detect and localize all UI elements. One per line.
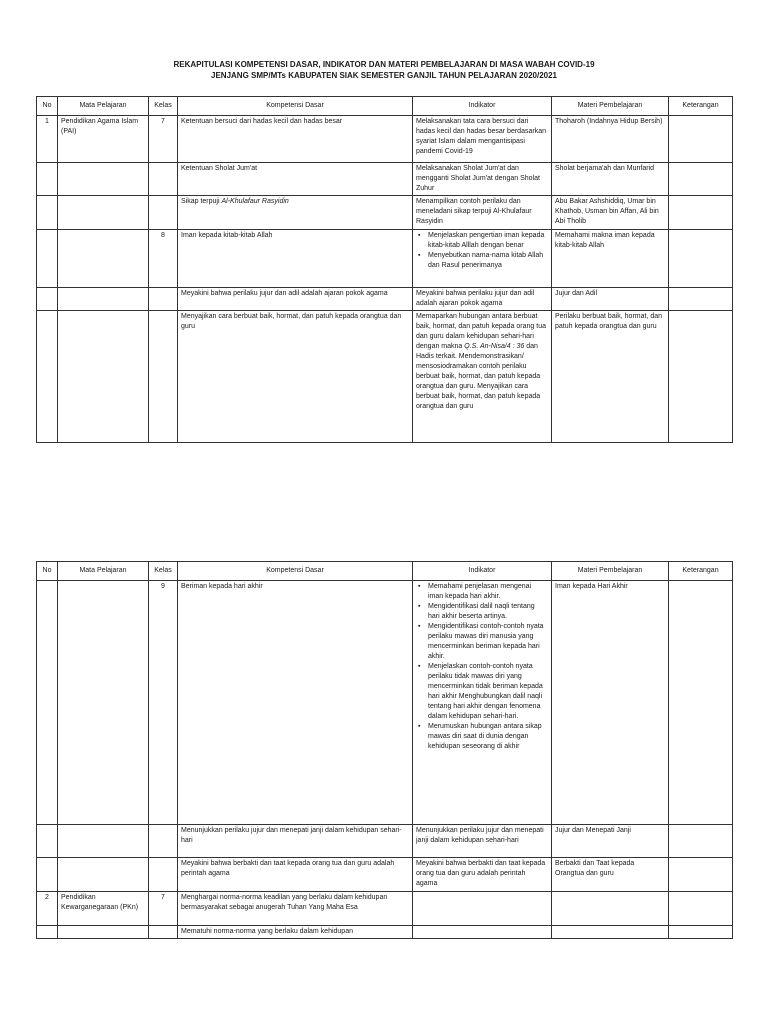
table-header-row [37, 97, 733, 116]
col-header-grade: Kelas [149, 562, 178, 581]
cell-indicator: Meyakini bahwa perilaku jujur dan adil adalah ajaran pokok agama [413, 288, 552, 311]
table-row [37, 825, 733, 858]
cell-subject: Pendidikan Agama Islam (PAI) [58, 116, 149, 163]
cell-grade: 7 [149, 116, 178, 163]
col-header-basic-competency: Kompetensi Dasar [178, 562, 413, 581]
competency-table-page-1 [36, 96, 733, 443]
col-header-indicator: Indikator [413, 97, 552, 116]
table-row [37, 926, 733, 939]
cell-grade [149, 163, 178, 196]
col-header-subject: Mata Pelajaran [58, 562, 149, 581]
cell-material: Sholat berjama'ah dan Munfarid [552, 163, 669, 196]
cell-material [552, 926, 669, 939]
cell-no [37, 926, 58, 939]
col-header-no: No [37, 97, 58, 116]
cell-indicator [413, 581, 552, 825]
kd-italic-text: Al-Khulafaur Rasyidin [221, 198, 289, 205]
cell-remarks [669, 858, 733, 892]
cell-material: Jujur dan Adil [552, 288, 669, 311]
document-title: REKAPITULASI KOMPETENSI DASAR, INDIKATOR DAN MATERI PEMBELAJARAN DI MASA WABAH COVID-19 [173, 60, 595, 69]
table-header-row [37, 562, 733, 581]
cell-remarks [669, 288, 733, 311]
cell-indicator: Meyakini bahwa berbakti dan taat kepada orang tua dan guru adalah perintah agama [413, 858, 552, 892]
cell-subject [58, 311, 149, 443]
cell-indicator: Melaksanakan tata cara bersuci dari hadas kecil dan hadas besar berdasarkan syariat Islam dalam mengantisipasi pandemi Covid-19 [413, 116, 552, 163]
list-item: ▪ Menjelaskan contoh-contoh nyata perilaku tidak mawas diri yang mencerminkan tidak beriman kepada hari akhir Menghubungkan dalil naqli tentang hari akhir dengan fenomena dalam kehidupan sehari-hari. [428, 662, 548, 722]
col-header-remarks: Keterangan [669, 562, 733, 581]
col-header-grade: Kelas [149, 97, 178, 116]
cell-remarks [669, 311, 733, 443]
cell-material [552, 892, 669, 926]
cell-remarks [669, 196, 733, 230]
cell-material: Jujur dan Menepati Janji [552, 825, 669, 858]
cell-indicator: Menampilkan contoh perilaku dan meneladani sikap terpuji Al-Khulafaur Rasyidin [413, 196, 552, 230]
indicator-italic-text: Q.S. An-Nisa/4 : 36 [464, 343, 525, 350]
document-subtitle: JENJANG SMP/MTs KABUPATEN SIAK SEMESTER GANJIL TAHUN PELAJARAN 2020/2021 [211, 71, 557, 80]
cell-basic-competency: Mematuhi norma-norma yang berlaku dalam kehidupan [178, 926, 413, 939]
cell-subject [58, 230, 149, 288]
col-header-remarks: Keterangan [669, 97, 733, 116]
cell-subject [58, 581, 149, 825]
cell-no: 2 [37, 892, 58, 926]
cell-grade [149, 926, 178, 939]
list-item: ▪ Merumuskan hubungan antara sikap mawas diri saat di dunia dengan kehidupan seseorang di akhir [428, 722, 548, 752]
cell-material: Perilaku berbuat baik, hormat, dan patuh kepada orangtua dan guru [552, 311, 669, 443]
cell-basic-competency: Beriman kepada hari akhir [178, 581, 413, 825]
cell-indicator [413, 926, 552, 939]
cell-basic-competency: Ketentuan bersuci dari hadas kecil dan hadas besar [178, 116, 413, 163]
indicator-text: Memaparkan hubungan antara berbuat baik, hormat, dan patuh kepada orang tua dan guru dalam kehidupan sehari-hari dengan makna [416, 313, 546, 350]
cell-grade [149, 311, 178, 443]
cell-no [37, 230, 58, 288]
cell-basic-competency: Menyajikan cara berbuat baik, hormat, dan patuh kepada orangtua dan guru [178, 311, 413, 443]
cell-grade: 7 [149, 892, 178, 926]
cell-grade [149, 196, 178, 230]
table-row [37, 858, 733, 892]
cell-remarks [669, 892, 733, 926]
cell-grade [149, 825, 178, 858]
cell-subject: Pendidikan Kewarganegaraan (PKn) [58, 892, 149, 926]
cell-basic-competency: Menunjukkan perilaku jujur dan menepati janji dalam kehidupan sehari-hari [178, 825, 413, 858]
cell-subject [58, 196, 149, 230]
table-row [37, 288, 733, 311]
cell-basic-competency: Ketentuan Sholat Jum'at [178, 163, 413, 196]
cell-no [37, 288, 58, 311]
col-header-subject: Mata Pelajaran [58, 97, 149, 116]
cell-basic-competency: Menghargai norma-norma keadilan yang berlaku dalam kehidupan bermasyarakat sebagai anugerah Tuhan Yang Maha Esa [178, 892, 413, 926]
cell-material: Iman kepada Hari Akhir [552, 581, 669, 825]
cell-remarks [669, 163, 733, 196]
list-item: ▪ Mengidentifikasi dalil naqli tentang hari akhir beserta artinya. [428, 602, 548, 622]
cell-no [37, 196, 58, 230]
cell-indicator: Melaksanakan Sholat Jum'at dan mengganti Sholat Jum'at dengan Sholat Zuhur [413, 163, 552, 196]
cell-no: 1 [37, 116, 58, 163]
list-item: ▪ Menyebutkan nama-nama kitab Allah dan Rasul penerimanya [428, 251, 548, 271]
cell-remarks [669, 116, 733, 163]
table-row [37, 230, 733, 288]
cell-no [37, 858, 58, 892]
cell-grade [149, 288, 178, 311]
cell-no [37, 825, 58, 858]
cell-basic-competency [178, 196, 413, 230]
indicator-list [416, 582, 548, 752]
table-row [37, 581, 733, 825]
competency-table-page-2 [36, 561, 733, 939]
table-row [37, 892, 733, 926]
indicator-text: dan Hadis terkait. Mendemonstrasikan/ mensosiodramakan contoh perilaku berbuat baik, hormat, dan patuh kepada orangtua dan guru. Menyajikan cara berbuat baik, hormat, dan patuh kepada orangtua dan guru [416, 343, 541, 410]
cell-no [37, 581, 58, 825]
list-item: ▪ Mengidentifikasi contoh-contoh nyata perilaku mawas diri manusia yang mencerminkan beriman kepada hari akhir. [428, 622, 548, 662]
col-header-indicator: Indikator [413, 562, 552, 581]
col-header-material: Materi Pembelajaran [552, 97, 669, 116]
cell-material: Abu Bakar Ashshiddiq, Umar bin Khathob, Usman bin Affan, Ali bin Abi Tholib [552, 196, 669, 230]
cell-no [37, 311, 58, 443]
cell-material: Berbakti dan Taat kepada Orangtua dan guru [552, 858, 669, 892]
cell-subject [58, 858, 149, 892]
cell-grade: 9 [149, 581, 178, 825]
cell-basic-competency: Iman kepada kitab-kitab Allah [178, 230, 413, 288]
cell-remarks [669, 926, 733, 939]
kd-text: Sikap terpuji [181, 198, 222, 205]
cell-grade [149, 858, 178, 892]
cell-remarks [669, 230, 733, 288]
cell-indicator [413, 892, 552, 926]
cell-subject [58, 926, 149, 939]
cell-indicator [413, 311, 552, 443]
col-header-no: No [37, 562, 58, 581]
cell-basic-competency: Meyakini bahwa berbakti dan taat kepada orang tua dan guru adalah perintah agama [178, 858, 413, 892]
indicator-list [416, 231, 548, 271]
cell-subject [58, 288, 149, 311]
cell-material: Memahami makna iman kepada kitab-kitab Allah [552, 230, 669, 288]
cell-remarks [669, 825, 733, 858]
cell-subject [58, 163, 149, 196]
cell-material: Thoharoh (Indahnya Hidup Bersih) [552, 116, 669, 163]
cell-indicator: Menunjukkan perilaku jujur dan menepati janji dalam kehidupan sehari-hari [413, 825, 552, 858]
table-row [37, 311, 733, 443]
cell-indicator [413, 230, 552, 288]
table-row [37, 163, 733, 196]
cell-remarks [669, 581, 733, 825]
cell-grade: 8 [149, 230, 178, 288]
cell-subject [58, 825, 149, 858]
table-row [37, 116, 733, 163]
cell-no [37, 163, 58, 196]
list-item: ▪ Memahami penjelasan mengenai iman kepada hari akhir. [428, 582, 548, 602]
list-item: ▪ Menjelaskan pengertian iman kepada kitab-kitab Alllah dengan benar [428, 231, 548, 251]
cell-basic-competency: Meyakini bahwa perilaku jujur dan adil adalah ajaran pokok agama [178, 288, 413, 311]
col-header-basic-competency: Kompetensi Dasar [178, 97, 413, 116]
table-row [37, 196, 733, 230]
col-header-material: Materi Pembelajaran [552, 562, 669, 581]
